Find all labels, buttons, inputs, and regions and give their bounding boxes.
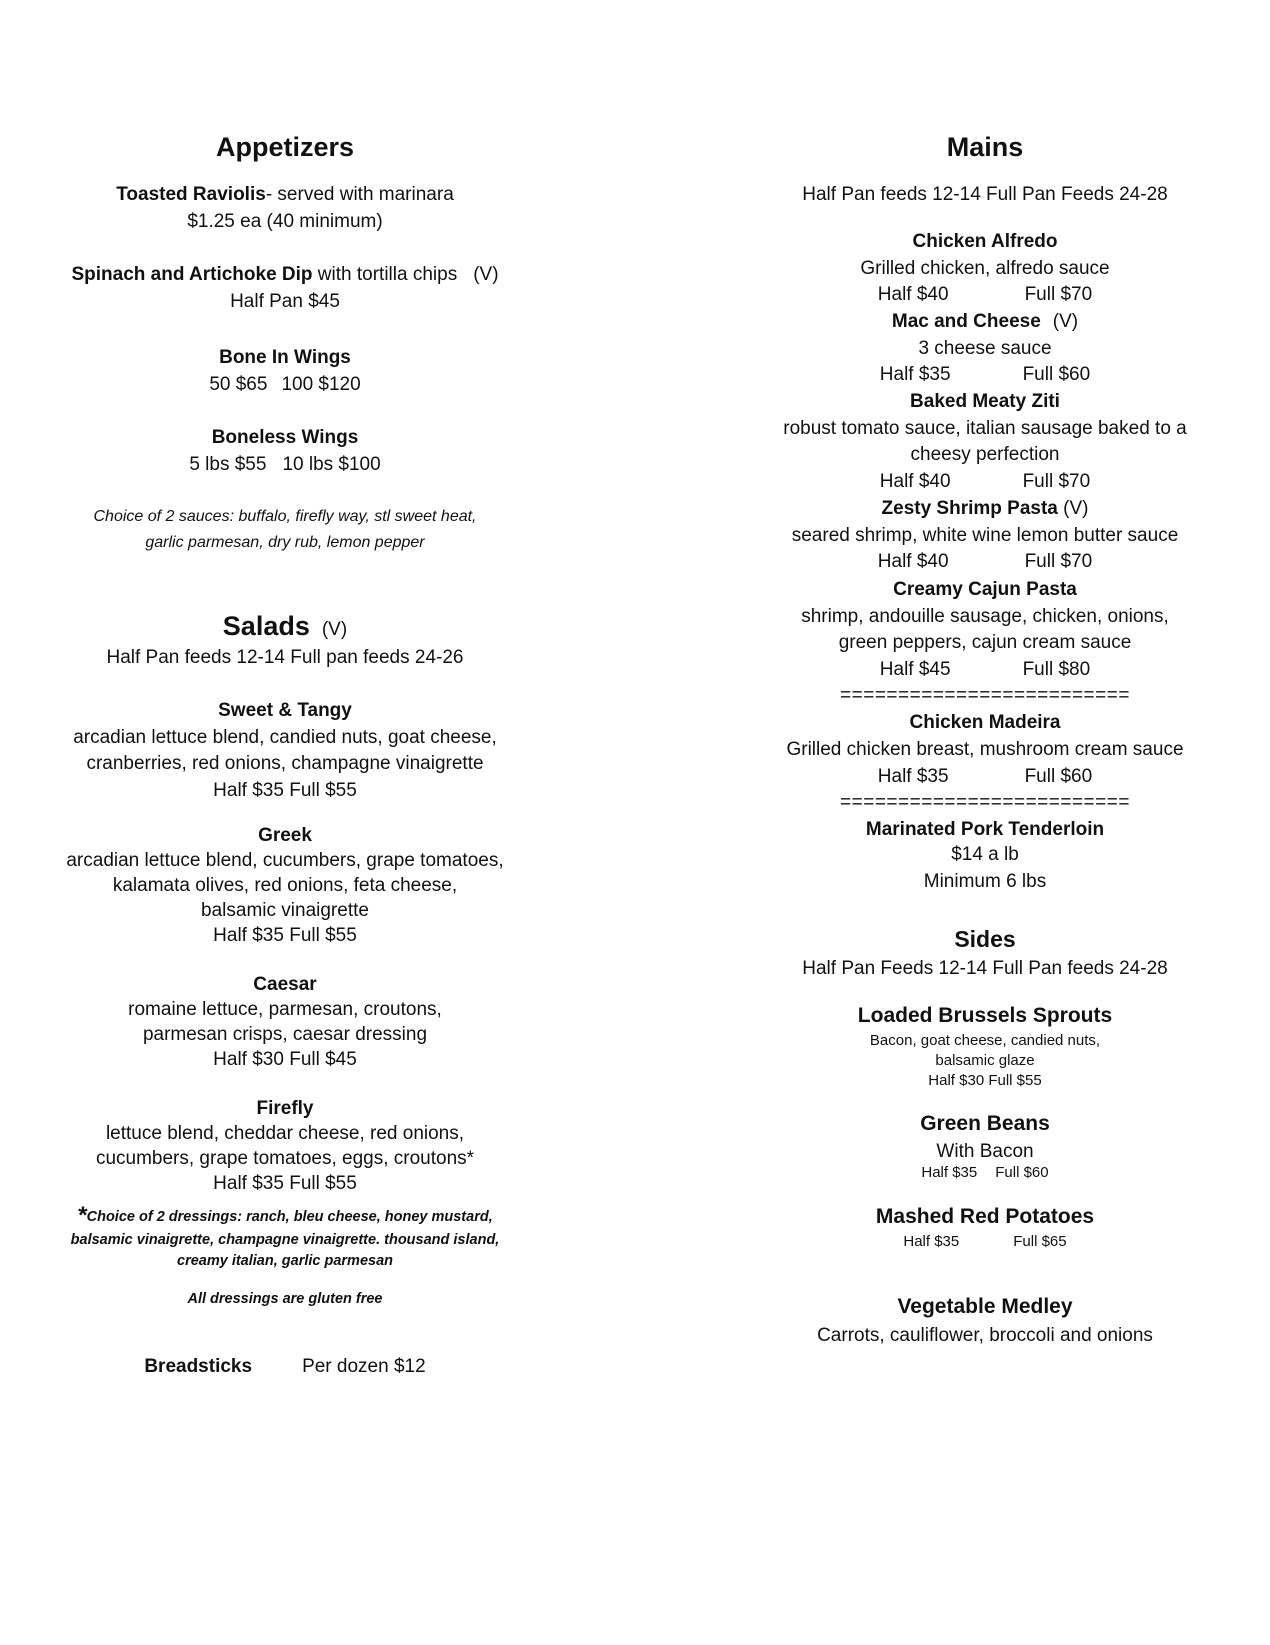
- sides-heading: Sides: [954, 926, 1016, 952]
- bone-in-wings-price: [45, 372, 525, 398]
- boneless-wings-name: Boneless Wings: [211, 427, 359, 448]
- spinach-dip-desc: with tortilla chips: [312, 264, 458, 285]
- baked-ziti-line-1: robust tomato sauce, italian sausage baked to a: [783, 418, 1187, 439]
- salads-title: Salads: [222, 611, 310, 641]
- salads-heading: [45, 609, 525, 643]
- greek-line-3: balsamic vinaigrette: [201, 900, 369, 921]
- brussels-line-1: Bacon, goat cheese, candied nuts,: [869, 1032, 1101, 1049]
- green-beans-full: Full $60: [995, 1164, 1049, 1181]
- cajun-pasta-price: [735, 657, 1235, 683]
- chicken-madeira-name: Chicken Madeira: [909, 712, 1061, 733]
- boneless-wings-price-10: 10 lbs $100: [282, 454, 381, 475]
- separator-1: =========================: [840, 685, 1130, 706]
- caesar-line-1: romaine lettuce, parmesan, croutons,: [128, 999, 442, 1020]
- cajun-pasta-full: Full $80: [1022, 659, 1091, 680]
- dressings-line-1: [45, 1203, 525, 1228]
- breadsticks-price: Per dozen $12: [302, 1356, 426, 1377]
- firefly-price: Half $35 Full $55: [213, 1173, 357, 1194]
- toasted-raviolis-price: $1.25 ea (40 minimum): [187, 211, 383, 232]
- bone-in-wings-price-50: 50 $65: [209, 374, 268, 395]
- cajun-pasta-half: Half $45: [879, 659, 951, 680]
- pork-price: $14 a lb: [951, 844, 1019, 865]
- gluten-free-note: All dressings are gluten free: [187, 1291, 383, 1307]
- brussels-name: Loaded Brussels Sprouts: [857, 1004, 1113, 1027]
- chicken-madeira-price: [735, 764, 1235, 790]
- potatoes-half: Half $35: [903, 1233, 960, 1250]
- spinach-dip-price: Half Pan $45: [230, 291, 340, 312]
- caesar-name: Caesar: [253, 974, 317, 995]
- vegetable-desc: Carrots, cauliflower, broccoli and onions: [817, 1325, 1153, 1346]
- spinach-dip-line: [45, 262, 525, 288]
- brussels-price: Half $30 Full $55: [928, 1072, 1042, 1089]
- baked-ziti-full: Full $70: [1022, 471, 1091, 492]
- cajun-pasta-line-1: shrimp, andouille sausage, chicken, onions,: [801, 606, 1169, 627]
- mac-cheese-desc: 3 cheese sauce: [918, 338, 1052, 359]
- baked-ziti-name: Baked Meaty Ziti: [910, 391, 1060, 412]
- brussels-line-2: balsamic glaze: [935, 1052, 1035, 1069]
- mac-cheese-price: [735, 362, 1235, 388]
- boneless-wings-price: [45, 452, 525, 478]
- bone-in-wings-name: Bone In Wings: [219, 347, 351, 368]
- boneless-wings-price-5: 5 lbs $55: [189, 454, 267, 475]
- dressings-asterisk: *: [77, 1202, 87, 1229]
- spinach-dip-tag: (V): [473, 264, 499, 285]
- separator-2: =========================: [840, 792, 1130, 813]
- mac-cheese-half: Half $35: [879, 364, 951, 385]
- toasted-raviolis-name: Toasted Raviolis: [116, 184, 266, 205]
- greek-line-1: arcadian lettuce blend, cucumbers, grape tomatoes,: [66, 850, 504, 871]
- sweet-tangy-name: Sweet & Tangy: [218, 700, 352, 721]
- sweet-tangy-line-1: arcadian lettuce blend, candied nuts, goat cheese,: [73, 727, 497, 748]
- chicken-alfredo-full: Full $70: [1024, 284, 1093, 305]
- salads-feeds: Half Pan feeds 12-14 Full pan feeds 24-26: [106, 647, 464, 668]
- sauces-line-1: Choice of 2 sauces: buffalo, firefly way, stl sweet heat,: [93, 508, 477, 525]
- chicken-alfredo-desc: Grilled chicken, alfredo sauce: [860, 258, 1110, 279]
- breadsticks-line: [45, 1354, 525, 1380]
- zesty-shrimp-price: [735, 549, 1235, 575]
- caesar-line-2: parmesan crisps, caesar dressing: [142, 1024, 428, 1045]
- mains-feeds: Half Pan feeds 12-14 Full Pan Feeds 24-28: [802, 184, 1168, 205]
- bone-in-wings-price-100: 100 $120: [281, 374, 361, 395]
- zesty-shrimp-desc: seared shrimp, white wine lemon butter sauce: [791, 525, 1179, 546]
- green-beans-half: Half $35: [921, 1164, 978, 1181]
- breadsticks-name: Breadsticks: [144, 1356, 253, 1377]
- chicken-alfredo-name: Chicken Alfredo: [912, 231, 1058, 252]
- greek-name: Greek: [258, 825, 312, 846]
- chicken-alfredo-price: [735, 282, 1235, 308]
- chicken-madeira-full: Full $60: [1024, 766, 1093, 787]
- chicken-madeira-desc: Grilled chicken breast, mushroom cream sauce: [786, 739, 1184, 760]
- mains-heading: Mains: [946, 132, 1024, 162]
- appetizers-heading: Appetizers: [215, 132, 355, 162]
- cajun-pasta-name: Creamy Cajun Pasta: [893, 579, 1077, 600]
- toasted-raviolis-desc: - served with marinara: [265, 184, 454, 205]
- potatoes-full: Full $65: [1013, 1233, 1067, 1250]
- spinach-dip-name: Spinach and Artichoke Dip: [71, 264, 313, 285]
- sides-feeds: Half Pan Feeds 12-14 Full Pan feeds 24-28: [802, 958, 1168, 979]
- toasted-raviolis-line: [45, 182, 525, 208]
- firefly-name: Firefly: [256, 1098, 314, 1119]
- pork-name: Marinated Pork Tenderloin: [865, 819, 1105, 840]
- caesar-price: Half $30 Full $45: [213, 1049, 357, 1070]
- potatoes-price: [735, 1231, 1235, 1252]
- baked-ziti-price: [735, 469, 1235, 495]
- baked-ziti-half: Half $40: [879, 471, 951, 492]
- sweet-tangy-line-2: cranberries, red onions, champagne vinaigrette: [86, 753, 484, 774]
- sweet-tangy-price: Half $35 Full $55: [213, 780, 357, 801]
- chicken-madeira-half: Half $35: [877, 766, 949, 787]
- mac-cheese-name: Mac and Cheese: [891, 311, 1041, 332]
- dressings-line-1-text: Choice of 2 dressings: ranch, bleu cheese, honey mustard,: [86, 1209, 493, 1225]
- green-beans-name: Green Beans: [920, 1112, 1050, 1135]
- chicken-alfredo-half: Half $40: [877, 284, 949, 305]
- zesty-shrimp-line: [735, 496, 1235, 522]
- vegetable-name: Vegetable Medley: [897, 1295, 1073, 1318]
- mac-cheese-tag: (V): [1052, 311, 1079, 332]
- dressings-line-3: creamy italian, garlic parmesan: [177, 1253, 393, 1269]
- salads-tag: (V): [321, 619, 348, 640]
- sauces-line-2: garlic parmesan, dry rub, lemon pepper: [145, 534, 425, 551]
- green-beans-desc: With Bacon: [936, 1141, 1034, 1162]
- firefly-line-1: lettuce blend, cheddar cheese, red onions,: [105, 1123, 465, 1144]
- cajun-pasta-line-2: green peppers, cajun cream sauce: [838, 632, 1132, 653]
- potatoes-name: Mashed Red Potatoes: [875, 1205, 1095, 1228]
- zesty-shrimp-name: Zesty Shrimp Pasta: [881, 498, 1058, 519]
- zesty-shrimp-tag: (V): [1063, 498, 1089, 519]
- dressings-line-2: balsamic vinaigrette, champagne vinaigrette. thousand island,: [70, 1232, 500, 1248]
- zesty-shrimp-full: Full $70: [1024, 551, 1093, 572]
- greek-price: Half $35 Full $55: [213, 925, 357, 946]
- greek-line-2: kalamata olives, red onions, feta cheese,: [112, 875, 458, 896]
- firefly-line-2: cucumbers, grape tomatoes, eggs, croutons*: [95, 1148, 475, 1169]
- pork-minimum: Minimum 6 lbs: [923, 871, 1047, 892]
- zesty-shrimp-half: Half $40: [877, 551, 949, 572]
- mac-cheese-full: Full $60: [1022, 364, 1091, 385]
- mac-cheese-line: [735, 309, 1235, 335]
- baked-ziti-line-2: cheesy perfection: [910, 444, 1060, 465]
- green-beans-price: [735, 1162, 1235, 1183]
